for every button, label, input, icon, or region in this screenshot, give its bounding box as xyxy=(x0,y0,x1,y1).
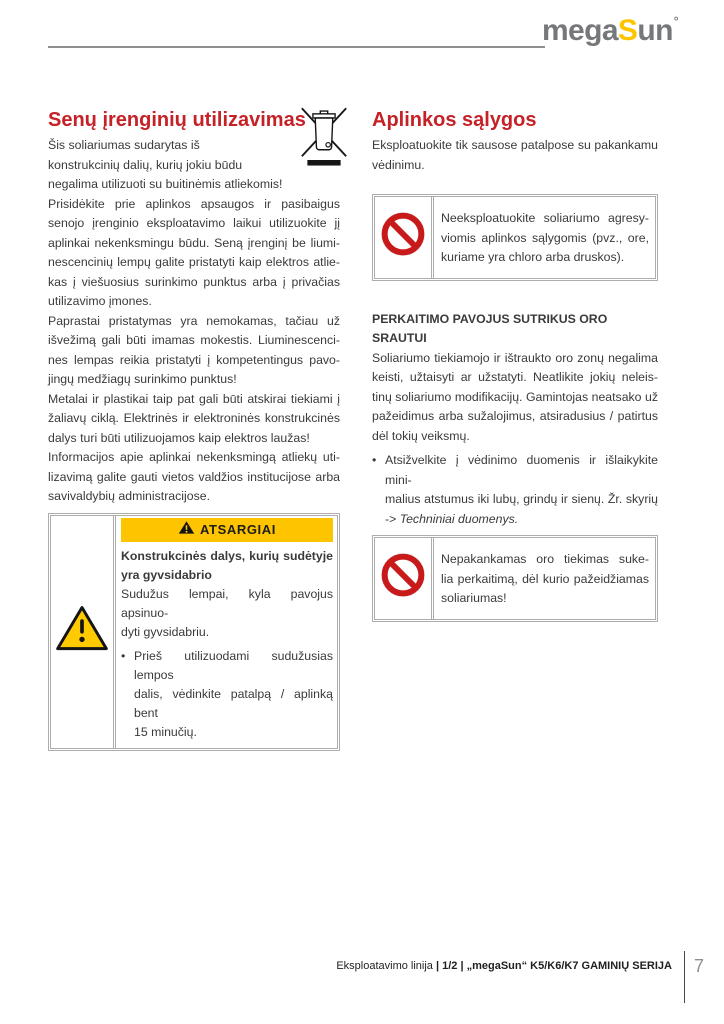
text-line: yra gyvsidabrio xyxy=(121,567,212,582)
section-title-disposal: Senų įrenginių utilizavimas xyxy=(48,109,306,131)
text-line: Prisidėkite prie aplinkos apsaugos ir pasibaigus xyxy=(48,196,340,211)
overheat-heading xyxy=(372,310,658,349)
disposal-paragraphs xyxy=(48,136,340,507)
text-line: kuriame yra chloro arba druskos). xyxy=(441,250,625,264)
caution-title xyxy=(121,547,333,585)
caution-header-bar xyxy=(121,518,333,542)
page-number: 7 xyxy=(693,956,704,976)
text-line: dyti gyvsidabriu. xyxy=(121,624,210,639)
text-line: pažeidimus arba sužalojimus, atsiradusius / patirtus xyxy=(372,409,658,423)
text-line: lia perkaitimą, dėl kurio pažeidžiamas xyxy=(441,571,649,586)
footer-series-label: Eksploatavimo linija xyxy=(336,960,436,972)
caution-box-icon-cell xyxy=(51,516,116,748)
ventilation-bullet-lines xyxy=(385,451,658,510)
logo-text-suffix: un xyxy=(637,14,673,47)
reference-italic: Techniniai duomenys. xyxy=(399,511,519,526)
warning-triangle-icon xyxy=(55,605,109,659)
text-line: Nepakankamas oro tiekimas suke- xyxy=(441,552,649,566)
text-line: vėdinimu. xyxy=(372,157,425,172)
caution-bullet-item xyxy=(121,647,333,742)
prohibition-icon xyxy=(381,553,425,604)
text-line: Konstrukcinės dalys, kurių sudėtyje xyxy=(121,548,333,563)
text-line: malius atstumus iki lubų, grindų ir sienų. Žr. skyrių xyxy=(385,492,658,506)
caution-box-content xyxy=(116,516,337,748)
text-line: Neeksploatuokite soliariumo agresy- xyxy=(441,211,649,225)
text-line: žaliavų ciklą. Elektrinės ir elektroninės konstrukcinės xyxy=(48,411,340,425)
text-line: negalima utilizuoti su buitinėmis atliekomis! xyxy=(48,177,283,191)
right-column xyxy=(372,108,658,622)
text-line: senojo įrenginio eksploatavimo laikui utilizuokite jį xyxy=(48,216,340,230)
text-line: nescencinių lempų galite pristatyti kaip elektros atlie- xyxy=(48,255,340,269)
text-line: Atsižvelkite į vėdinimo duomenis ir išlaikykite mini- xyxy=(385,453,658,487)
text-line: savivaldybių administracijose. xyxy=(48,489,210,503)
text-line: Informacijos apie aplinkai nekenksmingą atliekų uti- xyxy=(48,450,340,464)
text-line: dėl tokių veiksmų. xyxy=(372,428,470,443)
text-line: tinų soliariumo modifikacijų. Gamintojas neatsako už xyxy=(372,389,658,404)
prohibition-box-2-text xyxy=(434,538,655,619)
caution-body xyxy=(121,585,333,642)
page-footer xyxy=(336,951,704,1003)
footer-divider xyxy=(684,951,685,1003)
megasun-logo xyxy=(542,14,678,48)
text-line: jingų medžiagų surinkimo punktus! xyxy=(48,372,237,386)
caution-triangle-icon xyxy=(178,520,195,540)
logo-text-prefix: mega xyxy=(541,14,618,47)
prohibition-icon xyxy=(381,212,425,263)
section-title-ambient: Aplinkos sąlygos xyxy=(372,109,537,131)
text-line: viomis aplinkos sąlygomis (pvz., ore, xyxy=(441,230,649,245)
left-column xyxy=(48,108,340,751)
prohibition-box-1-text xyxy=(434,197,655,278)
text-line: Eksploatuokite tik sausose patalpose su pakankamu xyxy=(372,138,658,152)
text-line: nes lempas reikia pristatyti į kompetentingus pavo- xyxy=(48,352,340,367)
text-line: Soliariumo tiekiamojo ir ištraukto oro zonų negalima xyxy=(372,350,658,365)
text-line: PERKAITIMO PAVOJUS SUTRIKUS ORO xyxy=(372,311,608,326)
caution-header-label: ATSARGIAI xyxy=(200,522,276,537)
header-rule xyxy=(48,46,545,48)
logo-trademark-ring: ° xyxy=(673,14,678,28)
text-line: aplinkai nekenksmingu būdu. Seną įrenginį be liumi- xyxy=(48,235,340,250)
bullet-marker: • xyxy=(121,648,126,663)
text-line: išvežimą gali būti imamas mokestis. Liuminescenci- xyxy=(48,333,340,347)
text-line: keisti, užtaisyti ar užstatyti. Neatlikite jokių neleis- xyxy=(372,370,658,384)
text-line: utilizavimo įmones. xyxy=(48,294,152,308)
overheat-paragraph xyxy=(372,349,658,447)
text-line: Šis soliariumas sudarytas iš xyxy=(48,138,200,152)
text-line: soliariumas! xyxy=(441,591,507,605)
caution-bullet-text xyxy=(134,647,333,742)
text-line: konstrukcinių dalių, kurių jokiu būdu xyxy=(48,157,243,172)
prohibition-box-1-icon-cell xyxy=(375,197,434,278)
text-line: lizavimą galite gauti vietos valdžios institucijose arba xyxy=(48,469,340,484)
text-line: 15 minučių. xyxy=(134,724,197,739)
text-line: kas į viešuosius surinkimo punktus arba į privačias xyxy=(48,274,340,289)
text-line: Metalai ir plastikai taip pat gali būti atskirai tiekiami į xyxy=(48,391,340,406)
text-line: dalis, vėdinkite patalpą / aplinką bent xyxy=(134,686,333,720)
footer-series-bold: | 1/2 | „megaSun“ K5/K6/K7 GAMINIŲ SERIJA xyxy=(435,960,672,972)
weee-crossed-out-bin-icon xyxy=(300,105,348,174)
caution-box xyxy=(48,513,340,751)
prohibition-box-1 xyxy=(372,194,658,281)
text-line: Prieš utilizuodami sudužusias lempos xyxy=(134,648,333,682)
logo-text-accent: S xyxy=(617,14,638,47)
text-line: Paprastai pristatymas yra nemokamas, tačiau už xyxy=(48,313,340,328)
ventilation-bullet-item xyxy=(372,451,658,529)
prohibition-box-2 xyxy=(372,535,658,622)
footer-text xyxy=(336,960,672,972)
text-line: SRAUTUI xyxy=(372,331,427,345)
ambient-intro xyxy=(372,136,658,175)
reference-arrow: -> xyxy=(385,511,400,526)
text-line: Sudužus lempai, kyla pavojus apsinuo- xyxy=(121,586,333,620)
ventilation-bullet-reference xyxy=(385,510,658,530)
bullet-marker: • xyxy=(372,453,377,467)
ventilation-bullet-text xyxy=(385,451,658,529)
text-line: dalys turi būti utilizuojamos kaip elektros laužas! xyxy=(48,430,310,445)
prohibition-box-2-icon-cell xyxy=(375,538,434,619)
